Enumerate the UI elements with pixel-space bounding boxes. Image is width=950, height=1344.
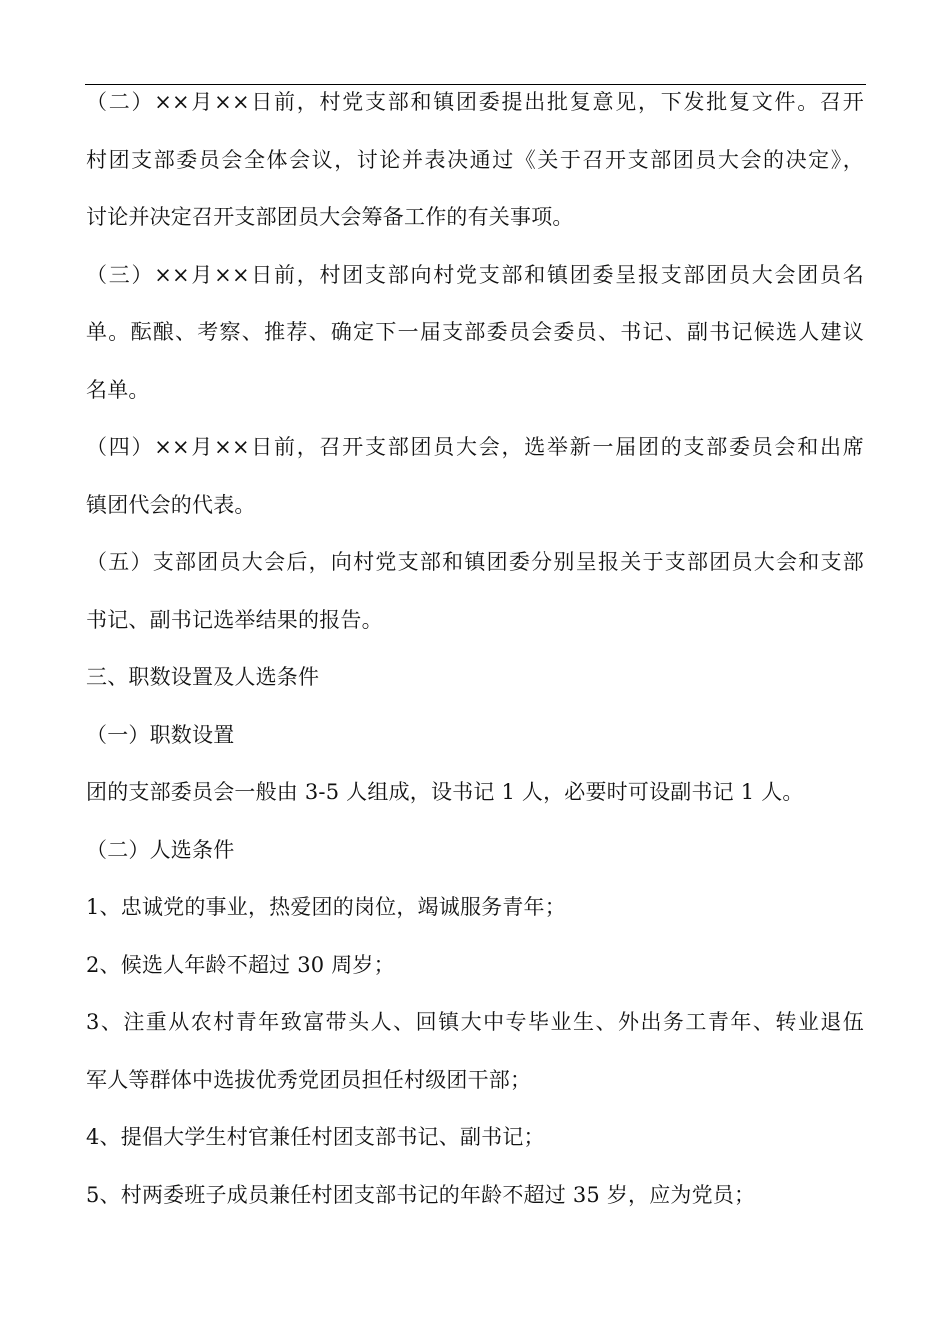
list-item: 1、忠诚党的事业，热爱团的岗位，竭诚服务青年； — [86, 895, 566, 919]
paragraph-line: 书记、副书记选举结果的报告。 — [86, 608, 383, 632]
paragraph-line: 团的支部委员会一般由 3-5 人组成，设书记 1 人，必要时可设副书记 1 人。 — [86, 780, 804, 804]
list-item: 3、注重从农村青年致富带头人、回镇大中专毕业生、外出务工青年、转业退伍 — [86, 1010, 864, 1034]
paragraph-line: 单。酝酿、考察、推荐、确定下一届支部委员会委员、书记、副书记候选人建议 — [86, 320, 864, 344]
paragraph-line: （四）××月××日前，召开支部团员大会，选举新一届团的支部委员会和出席 — [86, 435, 864, 459]
section-heading: 三、职数设置及人选条件 — [86, 665, 320, 689]
paragraph-line: 名单。 — [86, 378, 150, 402]
paragraph-line: （五）支部团员大会后，向村党支部和镇团委分别呈报关于支部团员大会和支部 — [86, 550, 864, 574]
list-item: 4、提倡大学生村官兼任村团支部书记、副书记； — [86, 1125, 545, 1149]
paragraph-line: 讨论并决定召开支部团员大会筹备工作的有关事项。 — [86, 205, 574, 229]
list-item: 2、候选人年龄不超过 30 周岁； — [86, 953, 395, 977]
paragraph-line: 村团支部委员会全体会议，讨论并表决通过《关于召开支部团员大会的决定》， — [86, 148, 864, 172]
header-rule — [85, 84, 866, 85]
list-item: 5、村两委班子成员兼任村团支部书记的年龄不超过 35 岁，应为党员； — [86, 1183, 756, 1207]
paragraph-line: （二）××月××日前，村党支部和镇团委提出批复意见，下发批复文件。召开 — [86, 90, 864, 114]
paragraph-line: （三）××月××日前，村团支部向村党支部和镇团委呈报支部团员大会团员名 — [86, 263, 864, 287]
subsection-heading: （一）职数设置 — [86, 723, 235, 747]
list-item-continuation: 军人等群体中选拔优秀党团员担任村级团干部； — [86, 1068, 532, 1092]
paragraph-line: 镇团代会的代表。 — [86, 493, 256, 517]
subsection-heading: （二）人选条件 — [86, 838, 235, 862]
